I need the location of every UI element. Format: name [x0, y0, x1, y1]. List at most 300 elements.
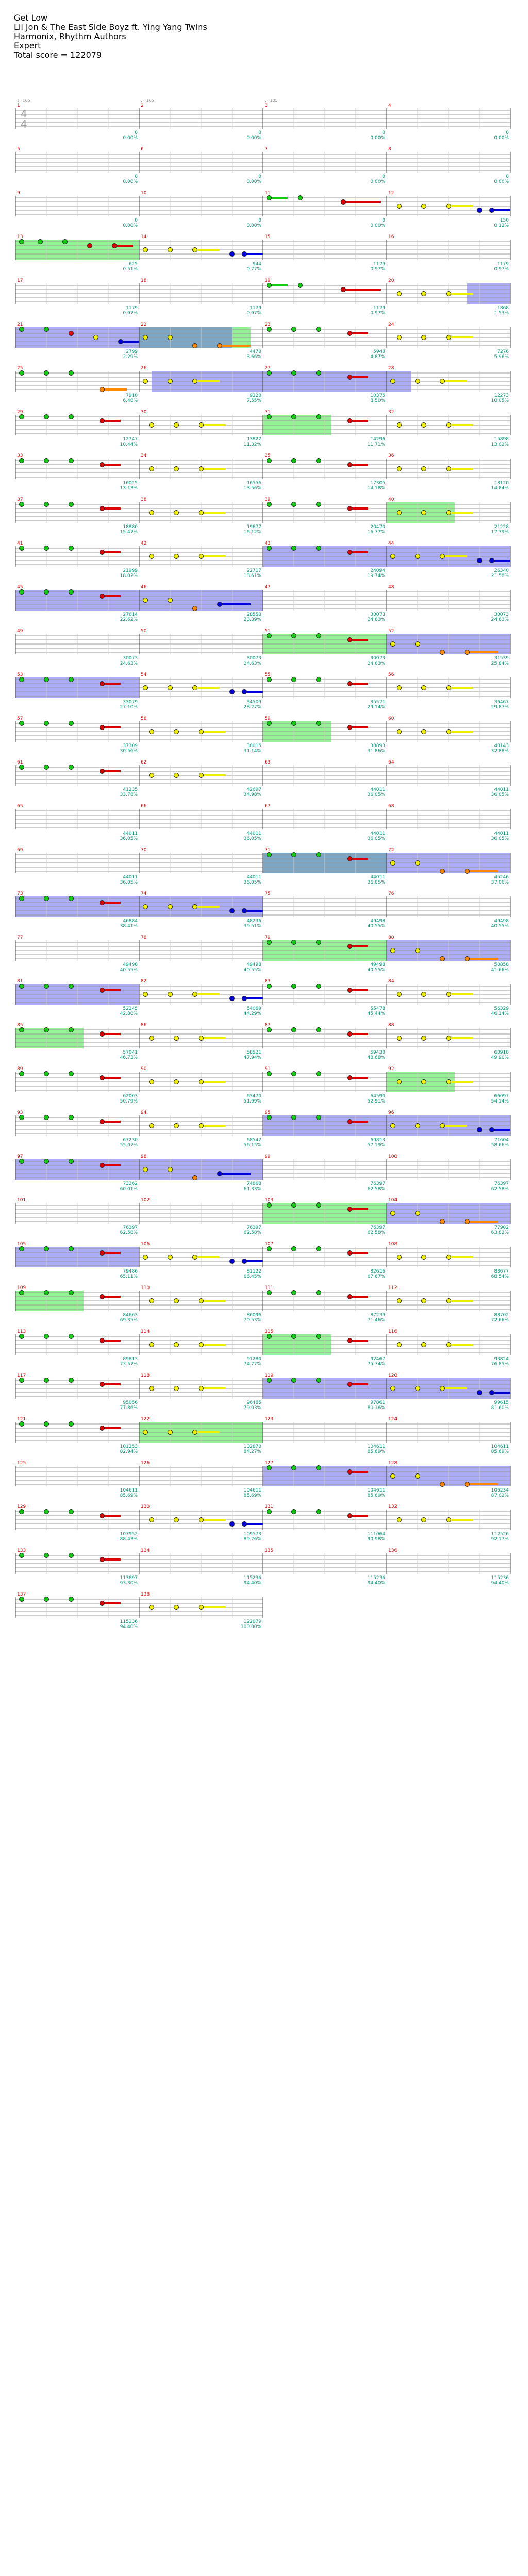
note-gem [150, 467, 154, 471]
measure-11 [263, 191, 387, 228]
measure-score: 15898 [494, 437, 509, 442]
measure-number: 63 [265, 760, 271, 765]
note-gem [143, 992, 148, 997]
measure-121 [15, 1417, 139, 1454]
measure-percent: 36.05% [367, 836, 385, 841]
sustain-tail [467, 958, 498, 960]
measure-number: 51 [265, 629, 271, 634]
measure-score: 60918 [494, 1050, 509, 1055]
measure-83 [263, 979, 387, 1016]
tempo-mark: ♩=105 [265, 98, 278, 103]
measure-score: 74868 [246, 1181, 261, 1187]
measure-number: 96 [388, 1110, 394, 1115]
measure-percent: 40.55% [367, 924, 385, 929]
measure-percent: 0.00% [123, 223, 138, 228]
sustain-tail [350, 1252, 368, 1254]
note-gem [143, 248, 148, 252]
note-gem [317, 1291, 321, 1295]
note-gem [422, 1255, 426, 1260]
note-gem [397, 686, 402, 690]
measure-number: 93 [17, 1110, 23, 1115]
measure-number: 69 [17, 848, 23, 853]
note-gem [174, 467, 179, 471]
measure-percent: 21.58% [491, 573, 509, 579]
note-gem [447, 204, 451, 209]
sustain-tail [350, 420, 368, 422]
time-signature-top: 4 [21, 108, 27, 120]
measure-43 [263, 541, 387, 579]
sustain-tail [492, 1392, 510, 1394]
measure-score: 0 [135, 174, 138, 179]
measure-percent: 0.97% [370, 311, 385, 316]
note-gem [193, 248, 197, 252]
sustain-tail [449, 1256, 473, 1258]
measure-number: 68 [388, 804, 394, 809]
sustain-tail [449, 424, 473, 426]
measure-score: 49498 [494, 919, 509, 924]
measure-score: 42697 [246, 787, 261, 792]
note-gem [267, 940, 272, 945]
measure-number: 100 [388, 1154, 398, 1159]
measure-79 [263, 935, 387, 973]
measure-3 [263, 98, 387, 141]
measure-129 [15, 1504, 139, 1542]
note-gem [69, 721, 74, 726]
measure-score: 34509 [246, 700, 261, 705]
note-gem [174, 1036, 179, 1041]
note-gem [199, 1386, 204, 1391]
measure-91 [263, 1066, 387, 1104]
measure-score: 7276 [497, 349, 509, 354]
note-gem [477, 1128, 482, 1132]
measure-score: 112526 [491, 1532, 509, 1537]
note-gem [267, 1466, 272, 1470]
note-gem [150, 554, 154, 559]
sustain-tail [220, 603, 251, 605]
note-gem [292, 1291, 296, 1295]
sustain-tail [449, 1519, 473, 1521]
measure-score: 1179 [497, 262, 509, 267]
sustain-tail [350, 551, 368, 553]
note-gem [150, 1124, 154, 1128]
note-gem [168, 1167, 173, 1172]
song-title: Get Low [14, 13, 48, 23]
sustain-tail [442, 380, 467, 382]
measure-80 [387, 935, 510, 973]
measure-67 [263, 804, 387, 841]
note-gem [292, 327, 296, 332]
measure-number: 4 [388, 103, 391, 108]
note-gem [317, 1378, 321, 1383]
measure-number: 34 [141, 453, 147, 459]
note-gem [292, 634, 296, 638]
measure-percent: 94.40% [367, 1581, 385, 1586]
sustain-tail [449, 293, 473, 295]
note-gem [199, 1518, 204, 1522]
note-gem [397, 511, 402, 515]
measure-number: 28 [388, 366, 394, 371]
measure-number: 39 [265, 497, 271, 502]
measure-21 [15, 322, 139, 360]
sustain-tail [442, 1387, 467, 1389]
measure-107 [263, 1242, 387, 1279]
measure-number: 10 [141, 191, 147, 196]
measure-score: 1868 [497, 306, 509, 311]
note-gem [391, 379, 395, 384]
note-gem [44, 1597, 49, 1602]
measure-percent: 36.05% [120, 836, 138, 841]
measure-36 [387, 453, 510, 491]
measure-percent: 17.39% [491, 530, 509, 535]
measure-score: 88702 [494, 1313, 509, 1318]
note-gem [465, 1219, 470, 1224]
measure-number: 99 [265, 1154, 271, 1159]
measure-76 [387, 891, 510, 929]
note-gem [20, 371, 24, 376]
measure-118 [139, 1373, 263, 1411]
note-gem [348, 682, 352, 686]
note-gem [143, 905, 148, 909]
note-gem [100, 1120, 105, 1124]
measure-9 [15, 191, 139, 228]
measure-65 [15, 804, 139, 841]
note-gem [397, 730, 402, 734]
measure-55 [263, 672, 387, 710]
measure-score: 7910 [126, 393, 138, 398]
sustain-tail [492, 560, 510, 562]
measure-percent: 49.90% [491, 1055, 509, 1060]
measure-percent: 0.97% [370, 267, 385, 272]
note-gem [447, 292, 451, 296]
tempo-mark: ♩=105 [17, 98, 30, 103]
measure-86 [139, 1023, 263, 1060]
note-gem [44, 590, 49, 595]
note-gem [230, 1259, 235, 1264]
measure-number: 82 [141, 979, 147, 984]
measure-percent: 44.29% [243, 1011, 261, 1016]
measure-percent: 85.69% [367, 1493, 385, 1498]
note-gem [391, 1386, 395, 1391]
note-gem [69, 1159, 74, 1164]
sustain-tail [201, 1387, 226, 1389]
measure-percent: 0.12% [494, 223, 509, 228]
measure-number: 127 [265, 1461, 274, 1466]
measure-14 [139, 234, 263, 272]
sustain-tail [220, 1173, 251, 1175]
measure-number: 57 [17, 716, 23, 721]
note-gem [447, 992, 451, 997]
note-gem [150, 1299, 154, 1303]
note-gem [143, 1255, 148, 1260]
note-gem [490, 1391, 494, 1395]
measure-percent: 28.27% [243, 705, 261, 710]
measure-85 [15, 1023, 139, 1060]
measure-percent: 76.85% [491, 1362, 509, 1367]
note-gem [69, 1247, 74, 1251]
measure-percent: 3.66% [246, 354, 261, 360]
note-gem [69, 1422, 74, 1427]
measure-score: 99615 [494, 1400, 509, 1405]
measure-percent: 10.44% [120, 442, 138, 447]
sustain-tail [449, 687, 473, 689]
measure-score: 21999 [123, 568, 138, 573]
note-gem [292, 677, 296, 682]
measure-percent: 34.98% [243, 792, 261, 798]
measure-score: 49498 [370, 962, 385, 968]
measure-score: 944 [252, 262, 261, 267]
note-gem [440, 650, 445, 655]
note-gem [348, 331, 352, 336]
note-gem [397, 423, 402, 428]
note-gem [44, 1553, 49, 1558]
measure-71 [263, 848, 387, 885]
measure-number: 58 [141, 716, 147, 721]
note-gem [292, 1115, 296, 1120]
measure-percent: 47.94% [243, 1055, 261, 1060]
measure-37 [15, 497, 139, 535]
sustain-tail [102, 1515, 121, 1517]
measure-percent: 27.10% [120, 705, 138, 710]
measure-score: 44011 [123, 831, 138, 836]
note-gem [150, 1036, 154, 1041]
sustain-tail [102, 989, 121, 991]
note-gem [422, 992, 426, 997]
measure-score: 104611 [367, 1444, 385, 1449]
note-gem [44, 415, 49, 419]
measure-score: 10375 [370, 393, 385, 398]
measure-score: 76397 [370, 1181, 385, 1187]
measure-score: 30073 [123, 656, 138, 661]
note-gem [422, 1080, 426, 1084]
measure-percent: 2.29% [123, 354, 138, 360]
note-gem [44, 1378, 49, 1383]
measure-percent: 67.67% [367, 1274, 385, 1279]
measure-number: 101 [17, 1198, 26, 1203]
note-gem [174, 1605, 179, 1610]
measure-number: 33 [17, 453, 23, 459]
measure-number: 38 [141, 497, 147, 502]
sustain-tail [244, 253, 263, 255]
note-gem [447, 1299, 451, 1303]
note-gem [20, 1334, 24, 1339]
measure-92 [387, 1066, 510, 1104]
measure-32 [387, 410, 510, 447]
note-gem [292, 1378, 296, 1383]
note-gem [20, 1028, 24, 1032]
sustain-tail [195, 249, 220, 251]
measure-number: 125 [17, 1461, 26, 1466]
measure-number: 35 [265, 453, 271, 459]
measure-percent: 81.60% [491, 1405, 509, 1411]
measure-54 [139, 672, 263, 710]
measure-percent: 13.02% [491, 442, 509, 447]
measure-percent: 19.74% [367, 573, 385, 579]
note-gem [267, 1291, 272, 1295]
note-gem [44, 1115, 49, 1120]
note-gem [292, 546, 296, 551]
measure-percent: 25.84% [491, 661, 509, 666]
note-gem [317, 1247, 321, 1251]
measure-score: 107952 [120, 1532, 138, 1537]
measure-percent: 36.05% [120, 880, 138, 885]
note-gem [150, 1386, 154, 1391]
measure-score: 37309 [123, 743, 138, 749]
sustain-tail [195, 1431, 220, 1433]
measure-number: 26 [141, 366, 147, 371]
sustain-tail [201, 1037, 226, 1039]
measure-number: 73 [17, 891, 23, 896]
measure-number: 128 [388, 1461, 398, 1466]
measure-106 [139, 1242, 263, 1279]
note-gem [348, 1120, 352, 1124]
measure-5 [15, 147, 139, 184]
measure-number: 123 [265, 1417, 274, 1422]
measure-number: 13 [17, 234, 23, 240]
measure-percent: 36.05% [367, 792, 385, 798]
note-gem [391, 642, 395, 647]
note-gem [193, 1430, 197, 1435]
note-gem [348, 375, 352, 380]
note-gem [69, 896, 74, 901]
measure-number: 121 [17, 1417, 26, 1422]
note-gem [447, 1518, 451, 1522]
measure-score: 48236 [246, 919, 261, 924]
note-gem [193, 1176, 197, 1180]
measure-number: 132 [388, 1504, 398, 1510]
measure-score: 55478 [370, 1006, 385, 1011]
measure-112 [387, 1285, 510, 1323]
measure-score: 1179 [373, 306, 385, 311]
measure-48 [387, 585, 510, 622]
measure-percent: 50.79% [120, 1099, 138, 1104]
note-gem [348, 550, 352, 555]
measure-57 [15, 716, 139, 754]
note-gem [44, 371, 49, 376]
measure-percent: 5.96% [494, 354, 509, 360]
note-gem [267, 1378, 272, 1383]
tempo-mark: ♩=105 [141, 98, 154, 103]
note-gem [348, 944, 352, 949]
note-gem [397, 335, 402, 340]
measure-score: 19677 [246, 524, 261, 530]
measure-number: 129 [17, 1504, 26, 1510]
measure-percent: 74.77% [243, 1362, 261, 1367]
measure-98 [139, 1154, 263, 1192]
measure-number: 109 [17, 1285, 26, 1291]
measure-score: 35571 [370, 700, 385, 705]
measure-7 [263, 147, 387, 184]
note-gem [69, 984, 74, 989]
sustain-tail [102, 464, 121, 466]
note-gem [100, 1076, 105, 1080]
note-gem [230, 996, 235, 1001]
sustain-tail [244, 1260, 263, 1262]
measure-percent: 63.82% [491, 1230, 509, 1235]
measure-percent: 93.30% [120, 1581, 138, 1586]
note-gem [100, 988, 105, 993]
sustain-tail [449, 205, 473, 207]
measure-number: 114 [141, 1329, 150, 1334]
measure-134 [139, 1548, 263, 1586]
note-gem [397, 204, 402, 209]
note-gem [397, 1036, 402, 1041]
note-gem [292, 984, 296, 989]
sustain-tail [201, 1606, 226, 1608]
measure-29 [15, 410, 139, 447]
note-gem [440, 1386, 445, 1391]
measure-number: 138 [141, 1592, 150, 1597]
note-gem [100, 1032, 105, 1037]
measure-103 [263, 1198, 387, 1235]
measure-128 [387, 1461, 510, 1498]
measure-24 [387, 322, 510, 360]
measure-number: 91 [265, 1066, 271, 1072]
measure-score: 54069 [246, 1006, 261, 1011]
measure-percent: 0.97% [123, 311, 138, 316]
measure-score: 92467 [370, 1357, 385, 1362]
note-gem [69, 1072, 74, 1076]
measure-number: 133 [17, 1548, 26, 1553]
measure-score: 44011 [370, 875, 385, 880]
note-gem [20, 677, 24, 682]
note-gem [397, 1518, 402, 1522]
note-gem [391, 554, 395, 559]
note-gem [199, 467, 204, 471]
sustain-tail [350, 332, 368, 334]
note-gem [267, 1247, 272, 1251]
measure-number: 78 [141, 935, 147, 940]
sustain-tail [350, 989, 368, 991]
measure-percent: 85.69% [367, 1449, 385, 1454]
measure-number: 46 [141, 585, 147, 590]
measure-10 [139, 191, 263, 228]
note-gem [447, 730, 451, 734]
sustain-tail [195, 1256, 220, 1258]
measure-percent: 100.00% [240, 1624, 261, 1630]
sustain-tail [350, 639, 368, 641]
measure-number: 54 [141, 672, 147, 677]
sustain-tail [269, 197, 288, 199]
sustain-tail [350, 945, 368, 947]
sustain-tail [449, 468, 473, 470]
note-gem [447, 1036, 451, 1041]
note-gem [20, 1553, 24, 1558]
measure-percent: 60.01% [120, 1187, 138, 1192]
measure-114 [139, 1329, 263, 1367]
measure-score: 69813 [370, 1138, 385, 1143]
measure-score: 12273 [494, 393, 509, 398]
note-gem [416, 642, 420, 647]
note-gem [292, 415, 296, 419]
measure-percent: 29.87% [491, 705, 509, 710]
sustain-tail [350, 376, 368, 378]
measure-82 [139, 979, 263, 1016]
note-gem [44, 546, 49, 551]
note-gem [199, 511, 204, 515]
measure-percent: 22.62% [120, 617, 138, 622]
note-gem [416, 379, 420, 384]
note-gem [348, 1076, 352, 1080]
note-gem [447, 1080, 451, 1084]
measure-percent: 66.45% [243, 1274, 261, 1279]
measure-1 [15, 98, 139, 141]
measure-percent: 69.35% [120, 1318, 138, 1323]
measure-28 [387, 366, 510, 403]
note-gem [490, 558, 494, 563]
note-gem [465, 650, 470, 655]
note-gem [465, 1482, 470, 1487]
measure-number: 98 [141, 1154, 147, 1159]
